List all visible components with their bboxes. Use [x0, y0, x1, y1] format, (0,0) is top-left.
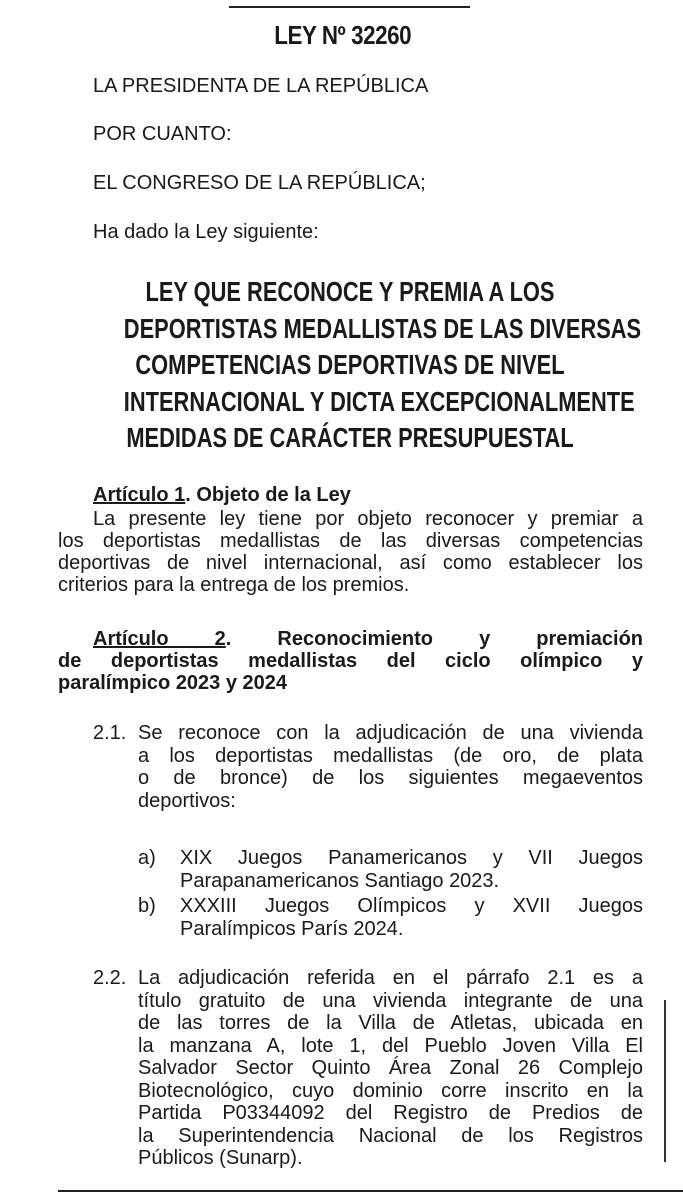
item-b-line: Paralímpicos París 2024.	[180, 917, 404, 940]
article-2-heading-rest: . Reconocimiento y premiación	[225, 628, 643, 650]
paragraph-2-2-line: Biotecnológico, cuyo dominio corre inscrito en la	[138, 1079, 643, 1102]
article-1-heading	[93, 484, 643, 506]
column-rule	[664, 1000, 666, 1162]
paragraph-2-2-line: la manzana A, lote 1, del Pueblo Joven Villa El	[138, 1034, 643, 1057]
title-line: MEDIDAS DE CARÁCTER PRESUPUESTAL	[126, 422, 574, 453]
article-1-line: los deportistas medallistas de las diversas competencias	[58, 530, 643, 552]
paragraph-2-1-line: o de bronce) de los siguientes megaeventos	[138, 767, 643, 789]
article-2-heading	[58, 628, 643, 694]
article-2-label: Artículo 2	[93, 628, 226, 650]
article-1-body	[58, 508, 643, 596]
paragraph-2-1-line: Se reconoce con la adjudicación de una vivienda	[138, 722, 643, 744]
president-line: LA PRESIDENTA DE LA REPÚBLICA	[93, 75, 429, 97]
item-a	[180, 847, 643, 892]
item-a-letter: a)	[138, 847, 156, 869]
ha-dado-line: Ha dado la Ley siguiente:	[93, 221, 319, 243]
bottom-rule	[58, 1190, 683, 1192]
congreso-line: EL CONGRESO DE LA REPÚBLICA;	[93, 172, 426, 194]
paragraph-2-1	[138, 722, 643, 812]
paragraph-2-1-line: a los deportistas medallistas (de oro, de plata	[138, 744, 643, 767]
law-title	[123, 274, 642, 457]
item-b-line: XXXIII Juegos Olímpicos y XVII Juegos	[180, 895, 643, 917]
paragraph-2-1-number: 2.1.	[93, 722, 127, 744]
paragraph-2-2-line: título gratuito de una vivienda integrante de una	[138, 989, 643, 1012]
paragraph-2-1-line: deportivos:	[138, 789, 236, 812]
article-1-line: deportivas de nivel internacional, así como establecer los	[58, 552, 643, 574]
item-b-letter: b)	[138, 895, 156, 917]
title-line: INTERNACIONAL Y DICTA EXCEPCIONALMENTE	[123, 385, 635, 417]
article-1-label: Artículo 1	[93, 484, 186, 506]
article-1-heading-rest: . Objeto de la Ley	[185, 484, 351, 506]
item-a-line: Parapanamericanos Santiago 2023.	[180, 869, 500, 892]
item-a-line: XIX Juegos Panamericanos y VII Juegos	[180, 847, 643, 869]
top-rule	[229, 6, 470, 8]
paragraph-2-2-line: la Superintendencia Nacional de los Registros	[138, 1124, 643, 1147]
article-2-heading-line	[58, 628, 643, 650]
paragraph-2-2	[138, 967, 643, 1170]
article-2-heading-line: de deportistas medallistas del ciclo olímpico y	[58, 650, 643, 672]
article-2-heading-line: paralímpico 2023 y 2024	[58, 672, 288, 694]
paragraph-2-2-line: Salvador Sector Quinto Área Zonal 26 Complejo	[138, 1057, 643, 1079]
paragraph-2-2-number: 2.2.	[93, 967, 127, 989]
paragraph-2-2-line: Públicos (Sunarp).	[138, 1147, 303, 1169]
law-number: LEY Nº 32260	[274, 20, 412, 50]
paragraph-2-2-line: La adjudicación referida en el párrafo 2.1 es a	[138, 967, 643, 989]
title-line: DEPORTISTAS MEDALLISTAS DE LAS DIVERSAS	[123, 312, 642, 344]
paragraph-2-2-line: Partida P03344092 del Registro de Predios de	[138, 1102, 643, 1124]
por-cuanto-line: POR CUANTO:	[93, 123, 232, 145]
title-line: COMPETENCIAS DEPORTIVAS DE NIVEL	[135, 349, 565, 380]
article-1-line: criterios para la entrega de los premios.	[58, 574, 410, 596]
title-line: LEY QUE RECONOCE Y PREMIA A LOS	[145, 276, 555, 307]
article-1-line: La presente ley tiene por objeto reconocer y premiar a	[93, 508, 643, 530]
paragraph-2-2-line: de las torres de la Villa de Atletas, ubicada en	[138, 1012, 643, 1034]
item-b	[180, 895, 643, 940]
